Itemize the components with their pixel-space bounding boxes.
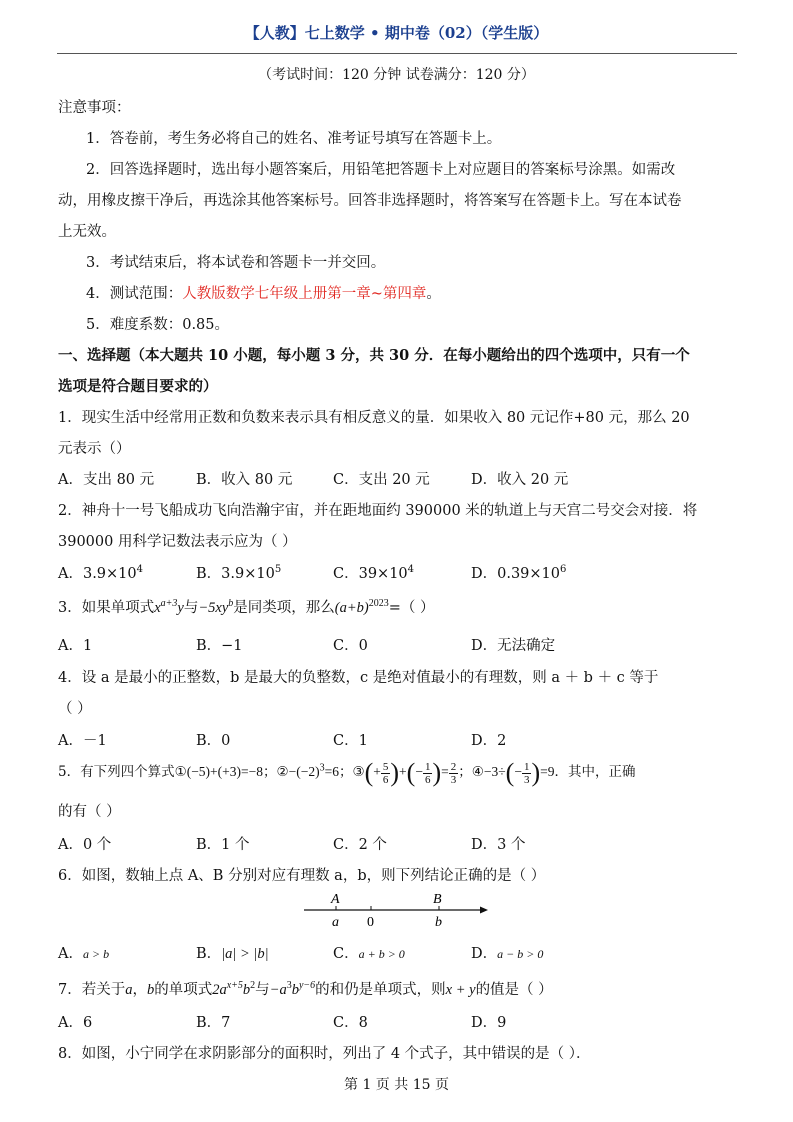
q4-stem-line-2: （ ） bbox=[58, 701, 92, 717]
q7-stem: 7．若关于a，b的单项式$2a^{x+5}b^2$与$-a^3b^{y-6}$的和仍是单项式，则x + y的值是（ ） bbox=[58, 980, 553, 998]
q5-stem-line-1: 5．有下列四个算式①(−5)+(+3)=−8；$②-(-2)^3=6$；③(+ $\frac{5}{6}$ )+(− $\frac{1}{6}$ )= $\frac{2}{3}$ ；④−3÷(− $\frac{1}{3}$ )=9．其中，正确 bbox=[58, 758, 636, 787]
q2-option-a: A．$3.9\times 10^4$ bbox=[58, 564, 144, 582]
test-scope: 人教版数学七年级上册第一章~第四章 bbox=[182, 286, 427, 302]
q5-formula-1: ①(−5)+(+3)=−8 bbox=[174, 764, 263, 780]
notice-item-4-suffix: 。 bbox=[426, 286, 441, 302]
q6-number-line bbox=[300, 888, 495, 930]
q2-option-c: C．$39\times 10^4$ bbox=[333, 564, 415, 582]
notice-item-3: 3．考试结束后，将本试卷和答题卡一并交回。 bbox=[86, 255, 386, 271]
notice-item-2-line-2: 动，用橡皮擦干净后，再选涂其他答案标号。回答非选择题时，将答案写在答题卡上。写在本试卷 bbox=[58, 193, 682, 209]
number-line-arrow bbox=[480, 907, 488, 914]
q2-option-b: B．$3.9\times 10^5$ bbox=[196, 564, 282, 582]
q6-option-b: B．|a| > |b| bbox=[196, 946, 269, 962]
q5-stem-line-2: 的有（ ） bbox=[58, 804, 121, 820]
notice-item-1: 1．答卷前，考生务必将自己的姓名、准考证号填写在答题卡上。 bbox=[86, 131, 502, 147]
q3-expression: $(a+b)^{2023}$ bbox=[334, 598, 389, 616]
value-b-label: b bbox=[435, 915, 442, 930]
q4-stem-line-1: 4．设 a 是最小的正整数，b 是最大的负整数，c 是绝对值最小的有理数，则 a ＋ b ＋ c 等于 bbox=[58, 670, 659, 686]
q6-stem: 6．如图，数轴上点 A、B 分别对应有理数 a，b，则下列结论正确的是（ ） bbox=[58, 868, 546, 884]
origin-label: 0 bbox=[367, 915, 374, 930]
q1-option-d: D．收入 20 元 bbox=[471, 472, 569, 488]
point-A-label: A bbox=[331, 892, 340, 907]
q1-option-c: C．支出 20 元 bbox=[333, 472, 430, 488]
q5-option-a: A．0 个 bbox=[58, 837, 112, 853]
q7-option-b: B．7 bbox=[196, 1015, 231, 1031]
q5-option-c: C．2 个 bbox=[333, 837, 387, 853]
exam-time-and-score: （考试时间：120 分钟 试卷满分：120 分） bbox=[258, 67, 535, 83]
q5-formula-3: ③(+ $\frac{5}{6}$ )+(− $\frac{1}{6}$ )= $\frac{2}{3}$ bbox=[352, 758, 457, 787]
q3-option-c: C．0 bbox=[333, 638, 368, 654]
q5-option-b: B．1 个 bbox=[196, 837, 250, 853]
q4-option-c: C．1 bbox=[333, 733, 368, 749]
q7-monomial-1: $2a^{x+5}b^2$ bbox=[212, 980, 256, 998]
q6-option-c: C．a + b > 0 bbox=[333, 946, 405, 962]
notice-item-5: 5．难度系数：0.85。 bbox=[86, 317, 230, 333]
q5-formula-2: $②-(-2)^3=6$ bbox=[276, 762, 339, 780]
page-number-footer: 第 1 页 共 15 页 bbox=[344, 1077, 449, 1093]
notice-item-2-line-3: 上无效。 bbox=[58, 224, 116, 240]
q5-formula-4: ④−3÷(− $\frac{1}{3}$ )=9 bbox=[471, 758, 555, 787]
q7-option-a: A．6 bbox=[58, 1015, 93, 1031]
q1-stem-line-2: 元表示（） bbox=[58, 441, 131, 457]
q2-option-d: D．$0.39\times 10^6$ bbox=[471, 564, 567, 582]
q1-stem-line-1: 1．现实生活中经常用正数和负数来表示具有相反意义的量．如果收入 80 元记作+80 元，那么 20 bbox=[58, 410, 690, 426]
q6-option-a: A．a > b bbox=[58, 946, 110, 962]
q5-option-d: D．3 个 bbox=[471, 837, 526, 853]
q3-stem: 3．如果单项式$x^{a+3}y$与$-5xy^b$是同类项，那么$(a+b)^{2023}=$（ ） bbox=[58, 598, 435, 616]
notice-item-4-prefix: 4．测试范围： bbox=[86, 286, 183, 302]
notice-item-4 bbox=[86, 282, 441, 303]
q6-option-d: D．a − b > 0 bbox=[471, 946, 544, 962]
q4-option-b: B．0 bbox=[196, 733, 231, 749]
section-1-title-line-2: 选项是符合题目要求的） bbox=[58, 378, 218, 395]
value-a-label: a bbox=[332, 915, 339, 930]
q8-stem: 8．如图，小宁同学在求阴影部分的面积时，列出了 4 个式子，其中错误的是（ ）． bbox=[58, 1046, 591, 1062]
q7-option-d: D．9 bbox=[471, 1015, 507, 1031]
q3-monomial-1: $x^{a+3}y$ bbox=[154, 598, 184, 616]
q2-stem-line-2: 390000 用科学记数法表示应为（ ） bbox=[58, 534, 297, 550]
header-divider bbox=[57, 53, 737, 54]
q7-option-c: C．8 bbox=[333, 1015, 368, 1031]
q4-option-d: D．2 bbox=[471, 733, 507, 749]
q1-option-b: B．收入 80 元 bbox=[196, 472, 293, 488]
section-1-title-line-1: 一、选择题（本大题共 10 小题，每小题 3 分，共 30 分．在每小题给出的四个选项中，只有一个 bbox=[58, 347, 690, 364]
q2-stem-line-1: 2．神舟十一号飞船成功飞向浩瀚宇宙，并在距地面约 390000 米的轨道上与天宫二号交会对接．将 bbox=[58, 503, 698, 519]
notice-item-2-line-1: 2．回答选择题时，选出每小题答案后，用铅笔把答题卡上对应题目的答案标号涂黑。如需改 bbox=[86, 162, 676, 178]
q7-monomial-2: $-a^3b^{y-6}$ bbox=[269, 980, 316, 998]
q1-option-a: A．支出 80 元 bbox=[58, 472, 155, 488]
q3-option-a: A．1 bbox=[58, 638, 93, 654]
q3-option-d: D．无法确定 bbox=[471, 638, 556, 654]
q3-monomial-2: $-5xy^b$ bbox=[198, 598, 234, 616]
notice-title: 注意事项： bbox=[58, 100, 131, 116]
page-header-title: 【人教】七上数学 • 期中卷（02）（学生版） bbox=[244, 24, 549, 42]
point-B-label: B bbox=[433, 892, 442, 907]
q3-option-b: B．−1 bbox=[196, 638, 243, 654]
q4-option-a: A．－1 bbox=[58, 733, 107, 749]
